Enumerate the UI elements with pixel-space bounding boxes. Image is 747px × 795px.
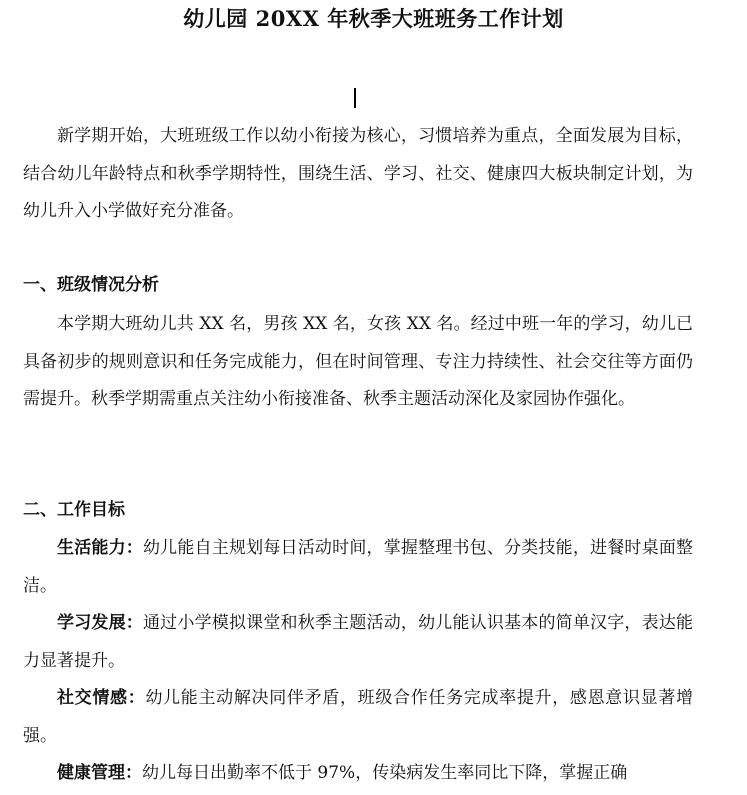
intro-paragraph[interactable]: 新学期开始，大班班级工作以幼小衔接为核心，习惯培养为重点，全面发展为目标，结合幼儿年龄特点和秋季学期特性，围绕生活、学习、社交、健康四大板块制定计划，为幼儿升入小学做好充分准备。 — [23, 126, 693, 221]
goal-text: 幼儿能主动解决同伴矛盾，班级合作任务完成率提升，感恩意识显著增强。 — [23, 688, 694, 746]
class-analysis-paragraph[interactable]: 本学期大班幼儿共 XX 名，男孩 XX 名，女孩 XX 名。经过中班一年的学习，幼儿已具备初步的规则意识和任务完成能力，但在时间管理、专注力持续性、社会交往等方面仍需提升。秋季学期需重点关注幼小衔接准备、秋季主题活动深化及家园协作强化。 — [23, 314, 693, 409]
goal-text: 幼儿每日出勤率不低于 97%，传染病发生率同比下降，掌握正确 — [142, 763, 628, 783]
goal-label: 健康管理： — [57, 763, 142, 783]
goal-paragraph-health[interactable] — [23, 755, 693, 793]
section-heading-class-analysis: 一、班级情况分析 — [23, 275, 159, 295]
goal-paragraph-life-skills[interactable] — [23, 530, 693, 605]
section-heading-work-goals: 二、工作目标 — [23, 500, 125, 520]
goal-text: 幼儿能自主规划每日活动时间，掌握整理书包、分类技能，进餐时桌面整洁。 — [23, 538, 694, 596]
goal-label: 生活能力： — [57, 538, 143, 558]
goal-text: 通过小学模拟课堂和秋季主题活动，幼儿能认识基本的简单汉字，表达能力显著提升。 — [23, 613, 694, 671]
text-cursor — [354, 88, 356, 108]
goal-paragraph-learning[interactable] — [23, 605, 693, 680]
goal-label: 学习发展： — [57, 613, 143, 633]
goal-label: 社交情感： — [57, 688, 146, 708]
document-title: 幼儿园 20XX 年秋季大班班务工作计划 — [183, 6, 564, 31]
goal-paragraph-social[interactable] — [23, 680, 693, 755]
